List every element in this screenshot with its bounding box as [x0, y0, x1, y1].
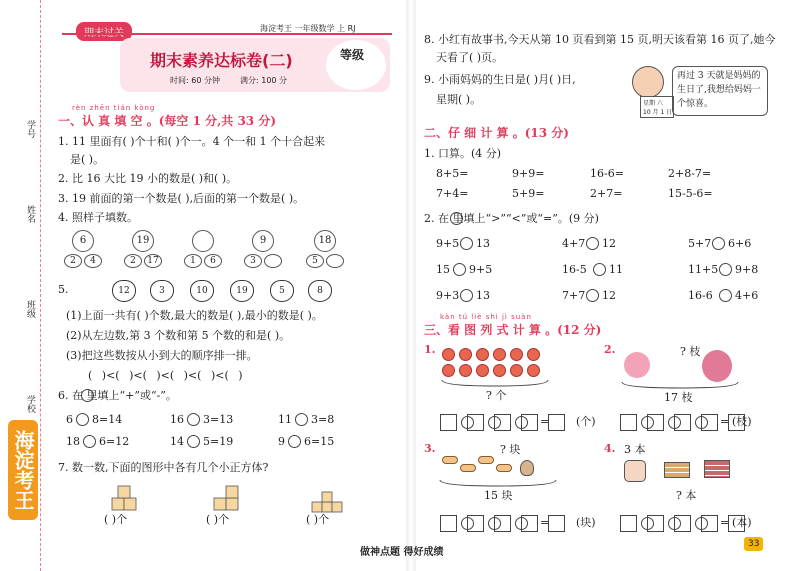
oral-item: 7+4=: [436, 187, 469, 200]
candy-icon: [496, 464, 512, 472]
brand-logo: 海淀考王: [8, 420, 38, 520]
page-title: 期末素养达标卷(二): [150, 51, 293, 70]
q7-answer-1: ( )个: [104, 513, 128, 526]
calendar-weekday: 星期 六: [643, 100, 663, 107]
answer-box: [548, 414, 565, 431]
q3: 3. 19 前面的第一个数是( ),后面的第一个数是( )。: [58, 192, 305, 205]
compare-right: 13: [476, 289, 490, 302]
q6-right: 3=13: [203, 413, 234, 426]
apple-number: 19: [230, 280, 254, 302]
apple-icon: [510, 348, 523, 361]
answer-box: [674, 515, 691, 532]
apple-icon: [493, 364, 506, 377]
flower-left: 3: [244, 254, 262, 268]
p2-total: 17 枝: [664, 391, 693, 404]
order-line: ( )<( )<( )<( )<( )<( ): [88, 369, 243, 382]
compare-left: 4+7: [562, 237, 586, 250]
apple-icon: [527, 348, 540, 361]
q6-circle: [295, 413, 308, 426]
q6-circle: [76, 413, 89, 426]
compare-circle: [719, 289, 732, 302]
compare-left: 15: [436, 263, 450, 276]
p3-unit: (块): [576, 516, 596, 529]
apple-icon: [442, 364, 455, 377]
apple-icon: [459, 348, 472, 361]
apple-icon: [493, 348, 506, 361]
q6-left: 16: [170, 413, 184, 426]
compare-circle: [712, 237, 725, 250]
p3-num: 3.: [424, 442, 436, 455]
q7-answer-2: ( )个: [206, 513, 230, 526]
label-xuehao: 学号: [25, 120, 35, 138]
compare-left: 9+3: [436, 289, 460, 302]
flower-right: 4: [84, 254, 102, 268]
compare-circle: [719, 263, 732, 276]
flower-right: 6: [204, 254, 222, 268]
s2-title: 二、仔 细 计 算 。(13 分): [424, 126, 569, 140]
apple-number: 10: [190, 280, 214, 302]
calendar-date: 10 月 1 日: [643, 109, 673, 116]
cube-figure-1: [108, 478, 144, 514]
apple-icon: [510, 364, 523, 377]
q4: 4. 照样子填数。: [58, 211, 138, 224]
s3-title: 三、看 图 列 式 计 算 。(12 分): [424, 323, 602, 337]
s1-pinyin: rèn zhēn tián kòng: [72, 104, 156, 112]
s3-pinyin: kàn tú liè shì jì suàn: [440, 313, 532, 321]
binding-line: [40, 0, 41, 571]
s2-circle-sample: [450, 212, 463, 225]
compare-right: 12: [602, 237, 616, 250]
oral-item: 5+9=: [512, 187, 545, 200]
flower-left: 2: [124, 254, 142, 268]
books-2: [704, 460, 730, 478]
oral-item: 16-6=: [590, 167, 624, 180]
bag-icon: [624, 460, 646, 482]
score-label: 满分: 100 分: [240, 76, 288, 85]
answer-box: [494, 414, 511, 431]
p4-question: ? 本: [676, 489, 697, 502]
answer-box: [674, 414, 691, 431]
q6: 6. 在 里填上“+”或“-”。: [58, 389, 177, 402]
oral-item: 8+5=: [436, 167, 469, 180]
candy-bag-icon: [520, 460, 534, 476]
compare-circle: [453, 263, 466, 276]
compare-left: 7+7: [562, 289, 586, 302]
compare-circle: [586, 289, 599, 302]
p3-total: 15 块: [484, 489, 513, 502]
answer-box: [701, 515, 718, 532]
p1-question: ? 个: [486, 389, 507, 402]
apple-icon: [476, 348, 489, 361]
q6-circle: [288, 435, 301, 448]
q5-2: (2)从左边数,第 3 个数和第 5 个数的和是( )。: [66, 329, 291, 342]
q6-left: 9: [278, 435, 285, 448]
compare-right: 13: [476, 237, 490, 250]
compare-left: 11+5: [688, 263, 719, 276]
compare-circle: [593, 263, 606, 276]
answer-box: [647, 515, 664, 532]
answer-box: [521, 515, 538, 532]
compare-right: 12: [602, 289, 616, 302]
page-fold: [406, 0, 416, 571]
q6-circle-sample: [81, 389, 94, 402]
oral-item: 2+7=: [590, 187, 623, 200]
candy-icon: [478, 456, 494, 464]
s2-q2: 2. 在 里填上“>”“<”或“=”。(9 分): [424, 212, 599, 225]
equals-sign: =: [720, 415, 730, 428]
flower-left: 5: [306, 254, 324, 268]
p4-given: 3 本: [624, 443, 646, 456]
flower-top: 6: [72, 230, 94, 252]
label-xingming: 姓名: [25, 205, 35, 223]
books-1: [664, 462, 690, 478]
answer-box: [467, 515, 484, 532]
q5: 5.: [58, 283, 69, 296]
compare-left: 9+5: [436, 237, 460, 250]
oral-item: 2+8-7=: [668, 167, 712, 180]
q1-line2: 是( )。: [70, 153, 105, 166]
p4-num: 4.: [604, 442, 616, 455]
q6-circle: [187, 413, 200, 426]
compare-left: 16-6: [688, 289, 713, 302]
flower-top: [192, 230, 214, 252]
time-label: 时间: 60 分钟: [170, 76, 220, 85]
q6-left: 18: [66, 435, 80, 448]
q6-left: 14: [170, 435, 184, 448]
compare-left: 16-5: [562, 263, 587, 276]
compare-circle: [460, 289, 473, 302]
p1-unit: (个): [576, 415, 596, 428]
compare-circle: [460, 237, 473, 250]
compare-right: 4+6: [735, 289, 759, 302]
q7-answer-3: ( )个: [306, 513, 330, 526]
q6-left: 11: [278, 413, 292, 426]
candy-icon: [442, 456, 458, 464]
answer-box: [440, 515, 457, 532]
answer-box: [647, 414, 664, 431]
p3-question: ? 块: [500, 443, 521, 456]
flower-right: [264, 254, 282, 268]
header-bar: [62, 33, 392, 35]
q5-3: (3)把这些数按从小到大的顺序排一排。: [66, 349, 258, 362]
compare-circle: [586, 237, 599, 250]
q1-line1: 1. 11 里面有( )个十和( )个一。4 个一和 1 个十合起来: [58, 135, 326, 148]
compare-right: 9+5: [469, 263, 493, 276]
q6-circle: [187, 435, 200, 448]
p4-unit: (本): [732, 516, 752, 529]
cube-figure-3: [310, 480, 346, 516]
q6-right: 6=15: [304, 435, 335, 448]
footer-slogan: 做神点题 得好成绩: [360, 547, 444, 558]
answer-box: [701, 414, 718, 431]
flower-left: 2: [64, 254, 82, 268]
apple-number: 8: [308, 280, 332, 302]
flower-top: 19: [132, 230, 154, 252]
page-number: 33: [744, 537, 763, 551]
s2-q1: 1. 口算。(4 分): [424, 147, 502, 160]
s1-title: 一、认 真 填 空 。(每空 1 分,共 33 分): [58, 114, 277, 128]
apple-icon: [459, 364, 472, 377]
apple-icon: [442, 348, 455, 361]
label-banji: 班级: [25, 300, 35, 318]
compare-left: 5+7: [688, 237, 712, 250]
equals-sign: =: [540, 516, 550, 529]
speech-text: 再过 3 天就是妈妈的生日了,我想给妈妈一个惊喜。: [677, 71, 761, 109]
equals-sign: =: [720, 516, 730, 529]
candy-icon: [460, 464, 476, 472]
q2: 2. 比 16 大比 19 小的数是( )和( )。: [58, 172, 238, 185]
apple-number: 12: [112, 280, 136, 302]
answer-box: [620, 414, 637, 431]
label-xuexiao: 学校: [25, 395, 35, 413]
q6-circle: [83, 435, 96, 448]
p1-num: 1.: [424, 343, 436, 356]
oral-item: 9+9=: [512, 167, 545, 180]
answer-box: [548, 515, 565, 532]
p2-question: ? 枝: [680, 345, 701, 358]
flower-left: 1: [184, 254, 202, 268]
equals-sign: =: [540, 415, 550, 428]
series-text: 海淀考王 一年级数学 上 RJ: [260, 24, 356, 33]
q9-line1: 9. 小雨妈妈的生日是( )月( )日,: [424, 73, 576, 86]
q5-1: (1)上面一共有( )个数,最大的数是( ),最小的数是( )。: [66, 309, 323, 322]
flower-top: 18: [314, 230, 336, 252]
apple-number: 5: [270, 280, 294, 302]
q6-right: 5=19: [203, 435, 234, 448]
apple-icon: [527, 364, 540, 377]
q6-left: 6: [66, 413, 73, 426]
grade-label: 等级: [340, 48, 365, 62]
answer-box: [467, 414, 484, 431]
q8-line1: 8. 小红有故事书,今天从第 10 页看到第 15 页,明天该看第 16 页了,她今: [424, 33, 776, 46]
flower-vase-2: [702, 350, 732, 382]
q6-right: 6=12: [99, 435, 130, 448]
flower-vase-1: [624, 352, 650, 378]
flower-right: [326, 254, 344, 268]
answer-box: [494, 515, 511, 532]
apple-icon: [476, 364, 489, 377]
answer-box: [620, 515, 637, 532]
flower-right: 17: [144, 254, 162, 268]
oral-item: 15-5-6=: [668, 187, 713, 200]
q6-right: 8=14: [92, 413, 123, 426]
girl-avatar: [632, 66, 664, 98]
flower-top: 9: [252, 230, 274, 252]
badge: [76, 22, 132, 41]
p2-unit: (枝): [732, 415, 752, 428]
compare-right: 6+6: [728, 237, 752, 250]
answer-box: [440, 414, 457, 431]
apple-number: 3: [150, 280, 174, 302]
compare-right: 11: [609, 263, 623, 276]
q7: 7. 数一数,下面的图形中各有几个小正方体?: [58, 461, 269, 474]
q8-line2: 天看了( )页。: [436, 51, 504, 64]
q9-line2: 星期( )。: [436, 93, 482, 106]
compare-right: 9+8: [735, 263, 759, 276]
q6-right: 3=8: [311, 413, 335, 426]
answer-box: [521, 414, 538, 431]
p2-num: 2.: [604, 343, 616, 356]
cube-figure-2: [210, 478, 246, 514]
